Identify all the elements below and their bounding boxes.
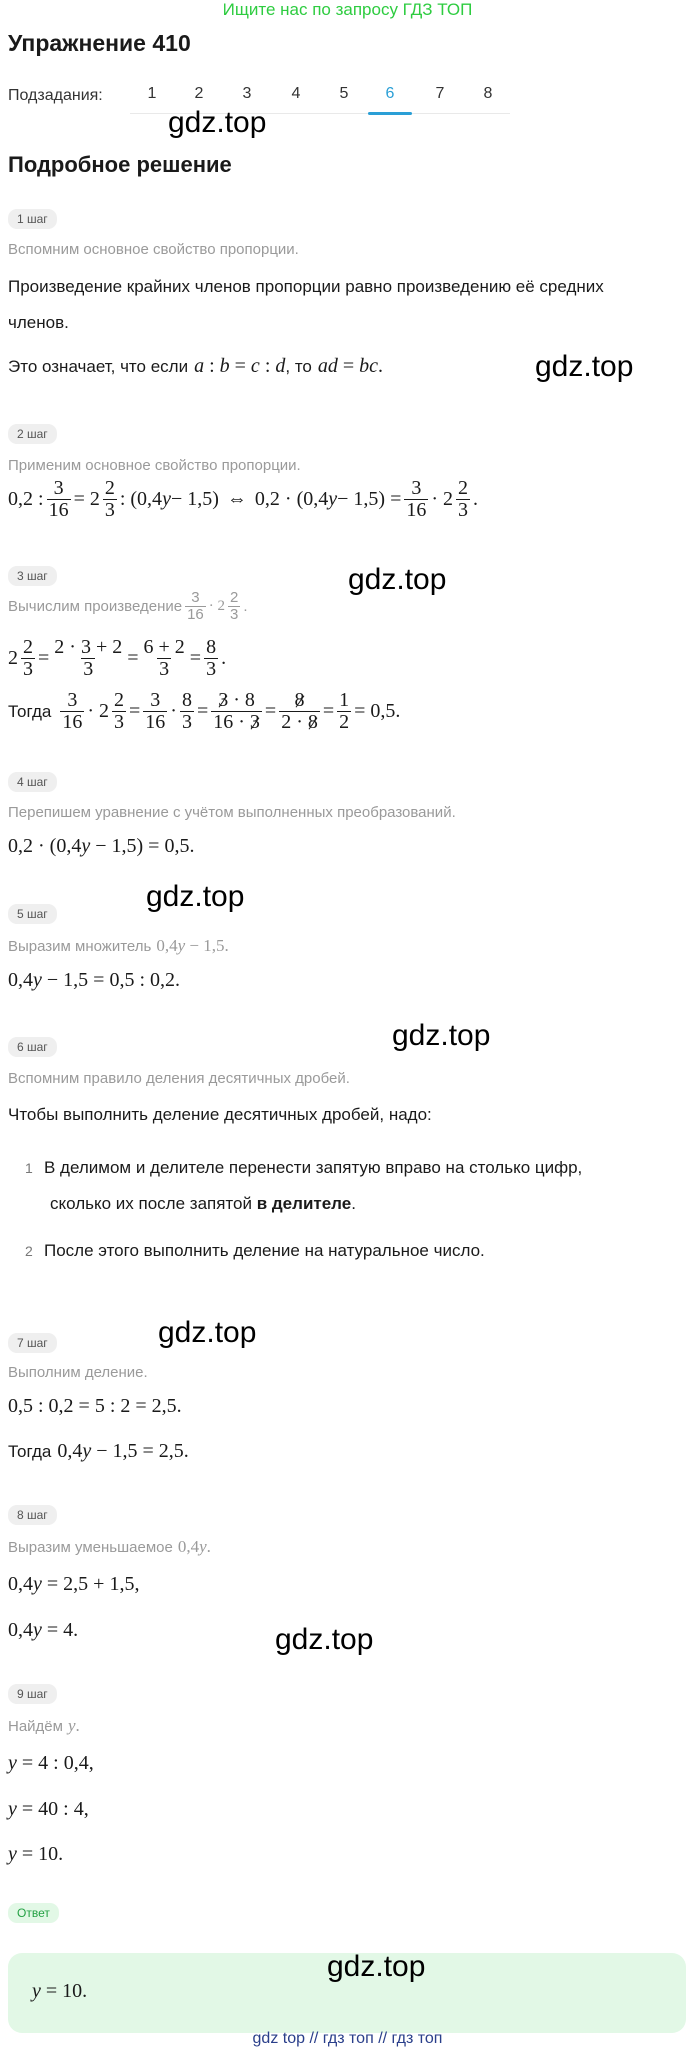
step-7-hint: Выполним деление. [8, 1364, 148, 1381]
step-9-hint: Найдём y. [8, 1716, 80, 1735]
step-5-hint: Выразим множитель 0,4y − 1,5. [8, 936, 229, 955]
step-3-mixed-conversion: 2 $\frac{2}{3}$ = $\frac{2 \cdot 3 + 2}{3}$ = $\frac{6 + 2}{3}$ = $\frac{8}{3}$ . [8, 636, 227, 680]
page-title: Упражнение 410 [8, 30, 191, 56]
watermark: gdz.top [327, 1950, 426, 1983]
list-marker-1: 1 [25, 1160, 33, 1176]
watermark: gdz.top [392, 1019, 491, 1052]
step-6-item1-line2 [50, 1194, 356, 1214]
step-4-badge: 4 шаг [8, 772, 57, 792]
subtask-tab-3[interactable]: 3 [242, 85, 252, 102]
watermark: gdz.top [348, 563, 447, 596]
step-8-hint-text: Выразим уменьшаемое [8, 1538, 173, 1556]
list-marker-2: 2 [25, 1243, 33, 1259]
step-1-line3-mid: , то [285, 356, 312, 376]
watermark: gdz.top [168, 106, 267, 139]
section-title: Подробное решение [8, 152, 232, 177]
step-5-badge: 5 шаг [8, 904, 57, 924]
step-1-line1: Произведение крайних членов пропорции равно произведению её средних [8, 277, 604, 296]
step-1-line3 [8, 355, 383, 378]
step-6-item1-end: . [351, 1194, 356, 1213]
step-6-item2: После этого выполнить деление на натуральное число. [44, 1241, 485, 1260]
proportion-formula: a : b = c : d [194, 355, 286, 377]
step-7-then: Тогда [8, 1441, 52, 1461]
step-6-intro: Чтобы выполнить деление десятичных дробей, надо: [8, 1105, 432, 1124]
subtask-tab-2[interactable]: 2 [194, 85, 204, 102]
step-9-equation-1: y = 4 : 0,4, [8, 1752, 94, 1774]
step-1-line2: членов. [8, 313, 69, 332]
step-6-item1-line1: В делимом и делителе перенести запятую вправо на столько цифр, [44, 1158, 583, 1177]
step-5-hint-text: Выразим множитель [8, 937, 152, 955]
step-4-hint: Перепишем уравнение с учётом выполненных преобразований. [8, 804, 456, 821]
watermark: gdz.top [275, 1623, 374, 1656]
step-8-equation-1: 0,4y = 2,5 + 1,5, [8, 1573, 140, 1595]
subtasks-label: Подзадания: [8, 87, 103, 104]
step-5-equation: 0,4y − 1,5 = 0,5 : 0,2. [8, 969, 181, 991]
step-3-hint: Вычислим произведение $\frac{3}{16}$ · 2 $\frac{2}{3}$ . [8, 589, 248, 623]
subtask-tab-1[interactable]: 1 [147, 85, 157, 102]
subtask-tab-4[interactable]: 4 [291, 85, 301, 102]
step-9-hint-text: Найдём [8, 1717, 63, 1735]
step-6-item1-bold: в делителе [256, 1194, 352, 1213]
watermark: gdz.top [535, 350, 634, 383]
active-tab-indicator [368, 112, 412, 115]
watermark: gdz.top [158, 1316, 257, 1349]
step-9-equation-2: y = 40 : 4, [8, 1798, 89, 1820]
answer-badge: Ответ [8, 1903, 59, 1923]
step-8-hint: Выразим уменьшаемое 0,4y. [8, 1537, 211, 1556]
step-3-then: Тогда [8, 701, 52, 721]
footer-links[interactable]: gdz top // гдз топ // гдз топ [252, 2030, 443, 2047]
step-9-equation-3: y = 10. [8, 1843, 64, 1865]
step-7-division: 0,5 : 0,2 = 5 : 2 = 2,5. [8, 1395, 182, 1417]
step-3-badge: 3 шаг [8, 566, 57, 586]
step-2-badge: 2 шаг [8, 424, 57, 444]
step-2-equation: 0,2 : $\frac{3}{16}$ = 2 $\frac{2}{3}$ : (0,4 y − 1,5) ⇔ 0,2 · (0,4 y − 1,5) = $\frac{3}{16}$ · 2 $\frac{2}{3}$ . [8, 477, 479, 521]
step-6-item1-text: сколько их после запятой [50, 1194, 252, 1213]
step-3-product: Тогда $\frac{3}{16}$ · 2 $\frac{2}{3}$ = $\frac{3}{16}$ · $\frac{8}{3}$ = $\frac{3 \cdot 8}{16 \cdot 3}$ = $\frac{8}{2 \cdot 8}$ = $\frac{1}{2}$ = 0,5. [8, 689, 401, 733]
watermark: gdz.top [146, 880, 245, 913]
subtask-tab-6[interactable]: 6 [385, 85, 395, 102]
step-8-badge: 8 шаг [8, 1505, 57, 1525]
step-9-badge: 9 шаг [8, 1684, 57, 1704]
step-7-badge: 7 шаг [8, 1333, 57, 1353]
step-3-hint-text: Вычислим произведение [8, 597, 183, 615]
step-2-hint: Применим основное свойство пропорции. [8, 457, 301, 474]
step-8-equation-2: 0,4y = 4. [8, 1619, 79, 1641]
property-formula: ad = bc. [317, 355, 384, 377]
subtask-tab-5[interactable]: 5 [339, 85, 349, 102]
top-banner[interactable]: Ищите нас по запросу ГДЗ ТОП [222, 0, 473, 19]
subtask-tab-7[interactable]: 7 [435, 85, 445, 102]
step-4-equation: 0,2 · (0,4y − 1,5) = 0,5. [8, 835, 195, 857]
step-6-hint: Вспомним правило деления десятичных дробей. [8, 1070, 350, 1087]
step-6-badge: 6 шаг [8, 1037, 57, 1057]
step-1-hint: Вспомним основное свойство пропорции. [8, 241, 299, 258]
step-7-result: Тогда 0,4y − 1,5 = 2,5. [8, 1440, 189, 1462]
subtask-tab-8[interactable]: 8 [483, 85, 493, 102]
step-1-badge: 1 шаг [8, 209, 57, 229]
answer-value: y = 10. [32, 1980, 88, 2002]
step-1-line3-prefix: Это означает, что если [8, 356, 189, 376]
